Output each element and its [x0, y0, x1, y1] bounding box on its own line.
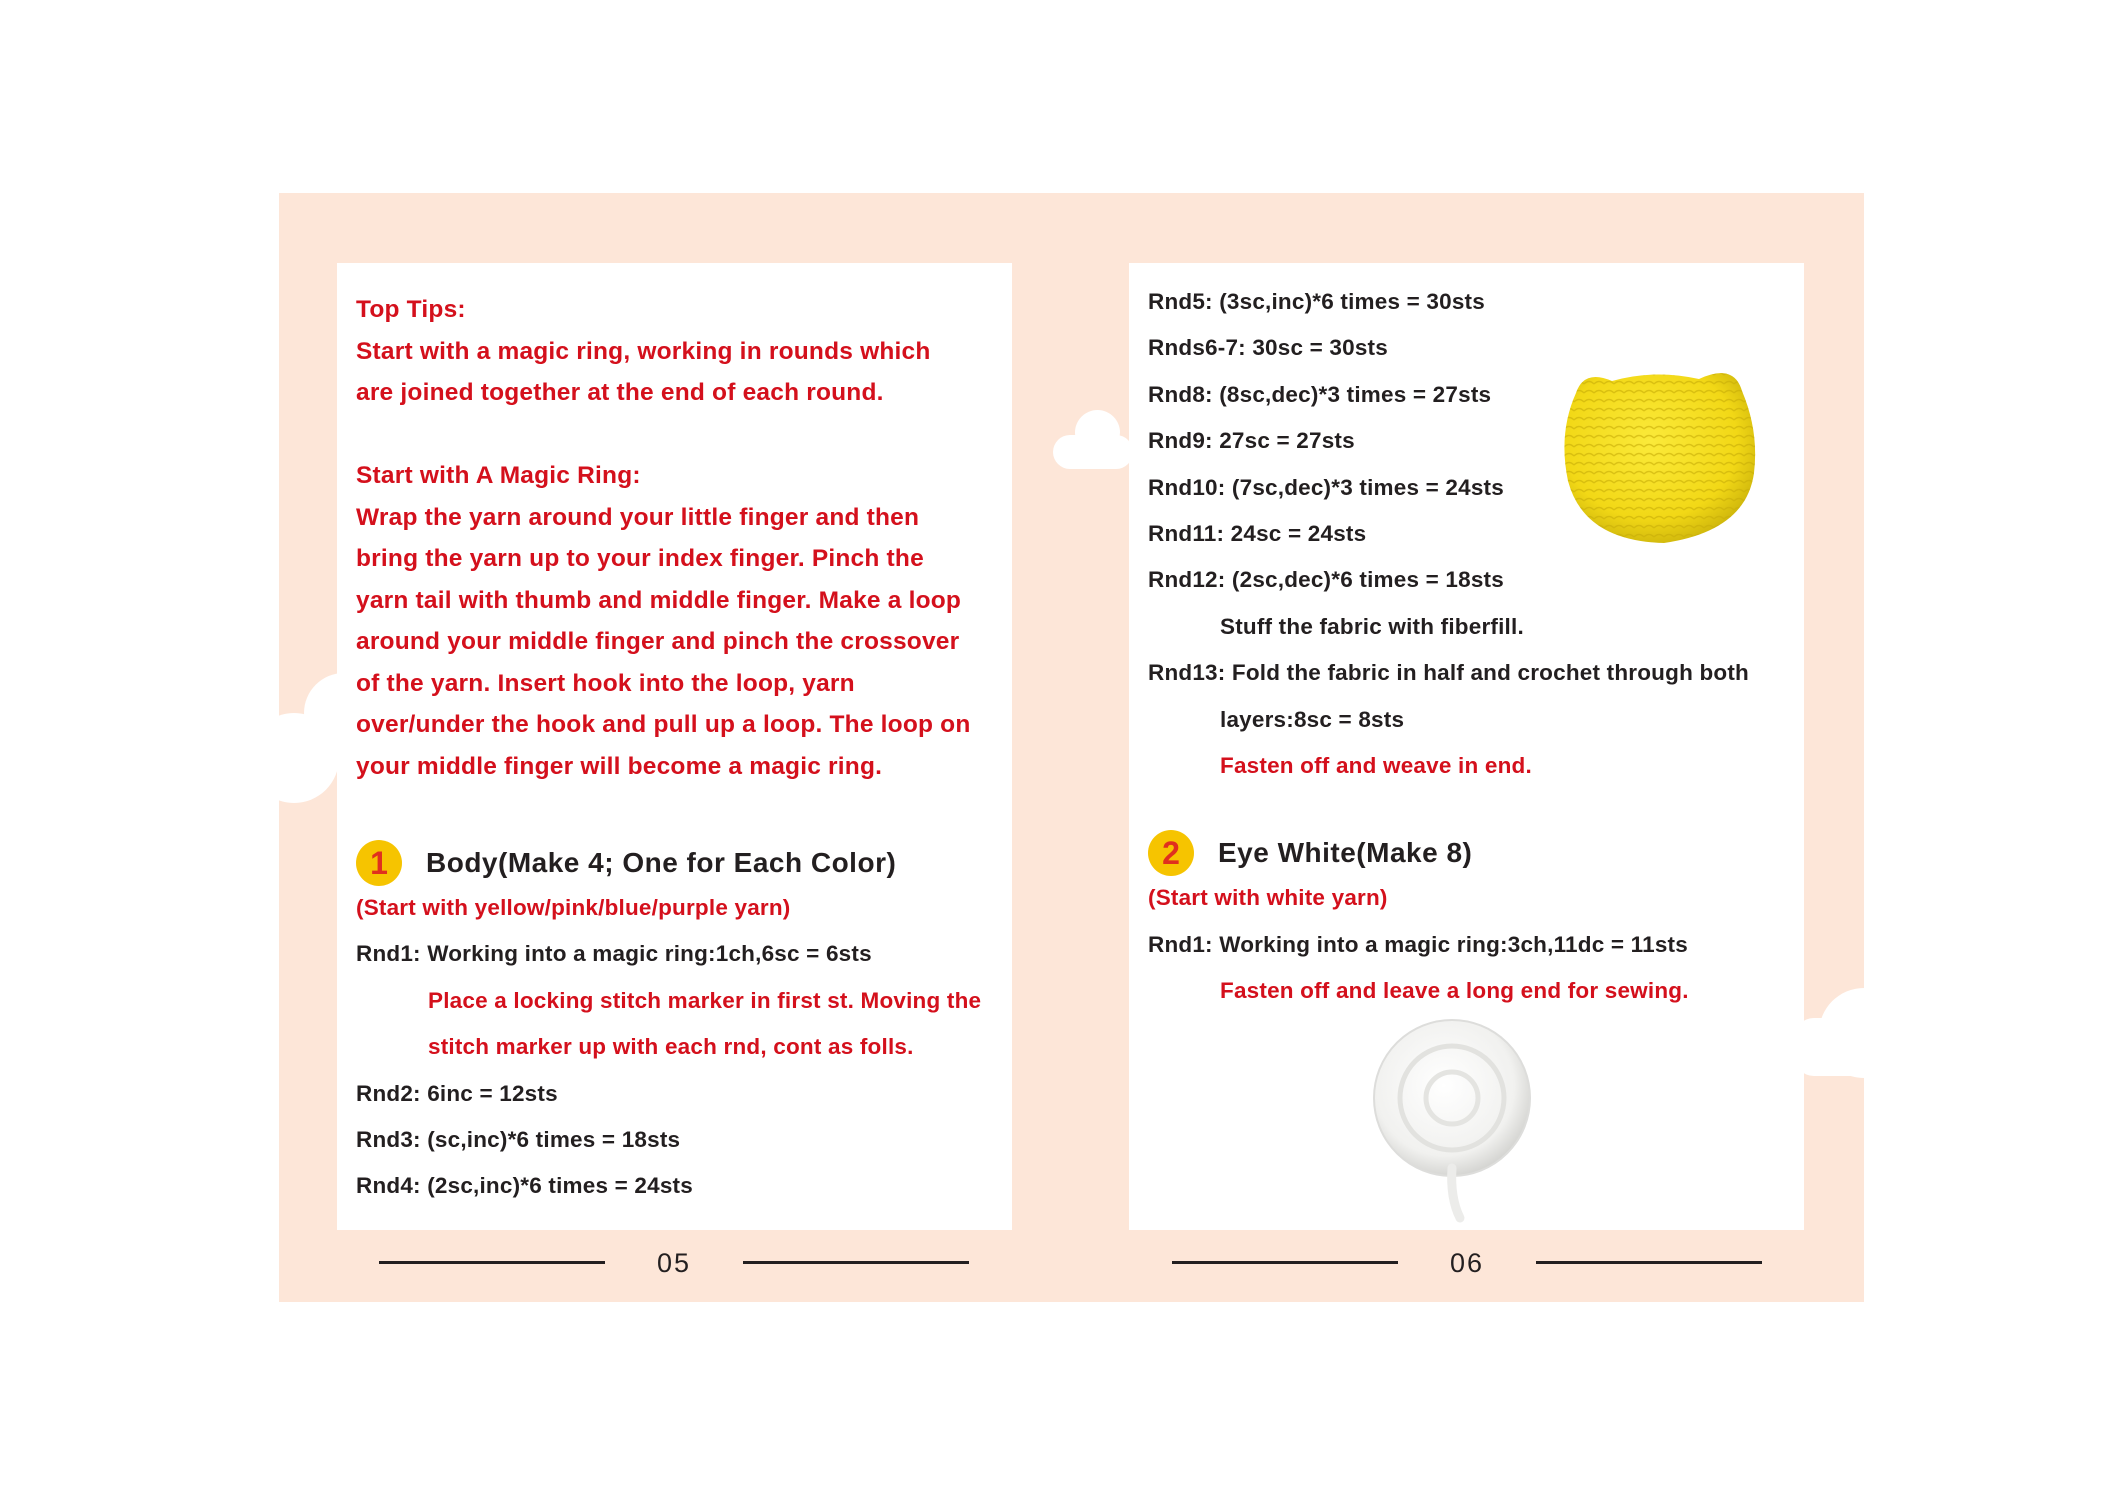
round-13: Rnd13: Fold the fabric in half and crochet through both	[1148, 660, 1749, 686]
round-1: Rnd1: Working into a magic ring:1ch,6sc = 6sts	[356, 941, 872, 967]
magic-ring-line-2: bring the yarn up to your index finger. Pinch the	[356, 545, 924, 572]
magic-ring-line-3: yarn tail with thumb and middle finger. Make a loop	[356, 586, 962, 614]
magic-ring-line-6: over/under the hook and pull up a loop. The loop on	[356, 711, 971, 738]
round-13-cont: layers:8sc = 8sts	[1220, 706, 1405, 732]
round-1-note-a: Place a locking stitch marker in first st. Moving the	[428, 987, 982, 1013]
pattern-spread	[279, 193, 1864, 1302]
footer-rule-right	[1536, 1261, 1762, 1264]
footer-rule-right	[743, 1261, 969, 1264]
section-number-badge: 1	[356, 840, 402, 886]
round-2: Rnd2: 6inc = 12sts	[356, 1080, 558, 1106]
round-1-note-b: stitch marker up with each rnd, cont as folls.	[428, 1034, 914, 1060]
round-12: Rnd12: (2sc,dec)*6 times = 18sts	[1148, 567, 1504, 593]
page-05	[337, 263, 1012, 1230]
magic-ring-line-7: your middle finger will become a magic ring.	[356, 752, 883, 780]
round-8: Rnd8: (8sc,dec)*3 times = 27sts	[1148, 381, 1492, 407]
rounds-6-7: Rnds6-7: 30sc = 30sts	[1148, 335, 1388, 361]
magic-ring-line-4: around your middle finger and pinch the crossover	[356, 628, 960, 655]
section-title: Body(Make 4; One for Each Color)	[426, 847, 897, 878]
magic-ring-line-1: Wrap the yarn around your little finger and then	[356, 503, 920, 531]
tips-line-2: are joined together at the end of each round.	[356, 379, 884, 406]
page-06	[1129, 263, 1804, 1230]
round-9: Rnd9: 27sc = 27sts	[1148, 428, 1355, 454]
cloud-decoration-right-b	[1794, 1018, 1864, 1076]
magic-ring-heading: Start with A Magic Ring:	[356, 462, 641, 489]
stuff-note: Stuff the fabric with fiberfill.	[1220, 613, 1524, 639]
yarn-note: (Start with white yarn)	[1148, 885, 1388, 911]
round-10: Rnd10: (7sc,dec)*3 times = 24sts	[1148, 474, 1504, 500]
round-1-note: Fasten off and leave a long end for sewing.	[1220, 978, 1689, 1004]
round-3: Rnd3: (sc,inc)*6 times = 18sts	[356, 1127, 681, 1153]
page-06-footer	[1172, 1248, 1762, 1278]
round-5: Rnd5: (3sc,inc)*6 times = 30sts	[1148, 289, 1485, 314]
round-1: Rnd1: Working into a magic ring:3ch,11dc = 11sts	[1148, 931, 1688, 957]
page-number: 05	[656, 1248, 692, 1278]
fasten-off-note: Fasten off and weave in end.	[1220, 753, 1532, 779]
section-body-header	[356, 835, 1006, 891]
page-05-footer	[379, 1248, 969, 1278]
round-11: Rnd11: 24sc = 24sts	[1148, 521, 1367, 547]
section-eye-header	[1148, 825, 1798, 881]
round-4: Rnd4: (2sc,inc)*6 times = 24sts	[356, 1173, 693, 1199]
section-number-badge: 2	[1148, 830, 1194, 876]
footer-rule-left	[1172, 1261, 1398, 1264]
white-crochet-eye-photo	[1364, 1018, 1544, 1228]
top-tips-heading: Top Tips:	[356, 296, 466, 323]
magic-ring-line-5: of the yarn. Insert hook into the loop, yarn	[356, 669, 855, 697]
footer-rule-left	[379, 1261, 605, 1264]
tips-line-1: Start with a magic ring, working in rounds which	[356, 337, 931, 365]
yellow-crochet-body-photo	[1554, 361, 1764, 551]
yarn-note: (Start with yellow/pink/blue/purple yarn)	[356, 895, 791, 920]
cloud-decoration-middle-b	[1053, 435, 1133, 469]
section-title: Eye White(Make 8)	[1218, 837, 1473, 869]
page-number: 06	[1449, 1248, 1485, 1278]
